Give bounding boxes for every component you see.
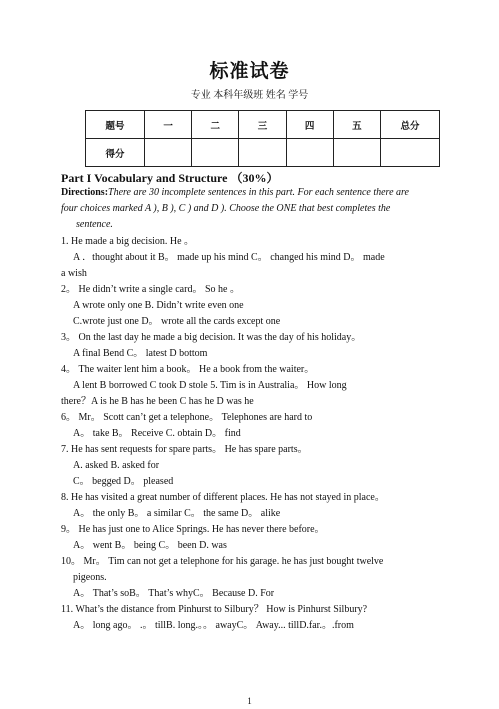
option-line: A。 take B。 Receive C. obtain D。 find xyxy=(73,428,241,439)
option-line: A lent B borrowed C took D stole 5. Tim is in Australia。 How long xyxy=(73,380,347,391)
score-cell xyxy=(192,139,239,167)
question-line: 8. He has visited a great number of different places. He has not stayed in place。 xyxy=(61,492,385,503)
directions-line: sentence. xyxy=(76,219,113,230)
page-subtitle: 专业 本科年级班 姓名 学号 xyxy=(190,90,309,101)
score-header-cell: 题号 xyxy=(86,111,145,139)
option-line: A wrote only one B. Didn’t write even one xyxy=(73,300,244,311)
score-table-header-row xyxy=(86,111,440,139)
score-header-cell: 一 xyxy=(145,111,192,139)
page-number: 1 xyxy=(247,696,252,706)
option-line: C.wrote just one D。 wrote all the cards except one xyxy=(73,316,281,327)
question-line: pigeons. xyxy=(73,572,107,583)
question-line: 4。 The waiter lent him a book。 He a book from the waiter。 xyxy=(61,364,315,375)
question-line: 7. He has sent requests for spare parts。 He has spare parts。 xyxy=(61,444,308,455)
score-header-cell: 总分 xyxy=(381,111,440,139)
option-line: A ．thought about it B。 made up his mind C。 changed his mind D。 made xyxy=(73,252,385,263)
score-table-score-row xyxy=(86,139,440,167)
option-line: C。 begged D。 pleased xyxy=(73,476,174,487)
question-line: 3。 On the last day he made a big decision. It was the day of his holiday。 xyxy=(61,332,362,343)
score-cell xyxy=(145,139,192,167)
score-cell xyxy=(333,139,380,167)
question-line: 9。 He has just one to Alice Springs. He has never there before。 xyxy=(61,524,325,535)
option-line: A. asked B. asked for xyxy=(73,460,160,471)
part-title: Part I Vocabulary and Structure （30%） xyxy=(61,171,279,185)
directions-text: There are 30 incomplete sentences in this part. For each sentence there are xyxy=(108,187,409,198)
option-line: A。 went B。 being C。 been D. was xyxy=(73,540,227,551)
score-cell xyxy=(381,139,440,167)
score-header-cell: 四 xyxy=(286,111,333,139)
question-line: 2。 He didn’t write a single card。 So he 。 xyxy=(61,284,240,295)
score-cell xyxy=(239,139,286,167)
option-line: there？A is he B has he been C has he D was he xyxy=(61,396,254,407)
score-header-cell: 三 xyxy=(239,111,286,139)
question-line: 1. He made a big decision. He 。 xyxy=(61,236,195,247)
question-line: 11. What’s the distance from Pinhurst to Silbury？ How is Pinhurst Silbury? xyxy=(61,604,368,615)
option-line: A。 the only B。 a similar C。 the same D。 alike xyxy=(73,508,281,519)
option-line: A。 That’s soB。 That’s whyC。 Because D. For xyxy=(73,588,275,599)
score-cell xyxy=(286,139,333,167)
option-line: a wish xyxy=(61,268,87,279)
question-line: 10。 Mr。 Tim can not get a telephone for his garage. he has just bought twelve xyxy=(61,556,384,567)
score-header-cell: 二 xyxy=(192,111,239,139)
directions-line xyxy=(61,187,409,199)
score-row-label: 得分 xyxy=(86,139,145,167)
directions-line: four choices marked A ), B ), C ) and D ). Choose the ONE that best completes the xyxy=(61,203,391,214)
question-line: 6。 Mr。 Scott can’t get a telephone。 Telephones are hard to xyxy=(61,412,313,423)
score-table xyxy=(85,110,440,167)
option-line: A final Bend C。 latest D bottom xyxy=(73,348,208,359)
directions-label: Directions: xyxy=(61,187,109,198)
option-line: A。 long ago。 .。 tillB. long.。。 awayC。 Away... tillD.far.。.from xyxy=(73,620,354,631)
page-title: 标准试卷 xyxy=(209,60,290,82)
score-header-cell: 五 xyxy=(333,111,380,139)
